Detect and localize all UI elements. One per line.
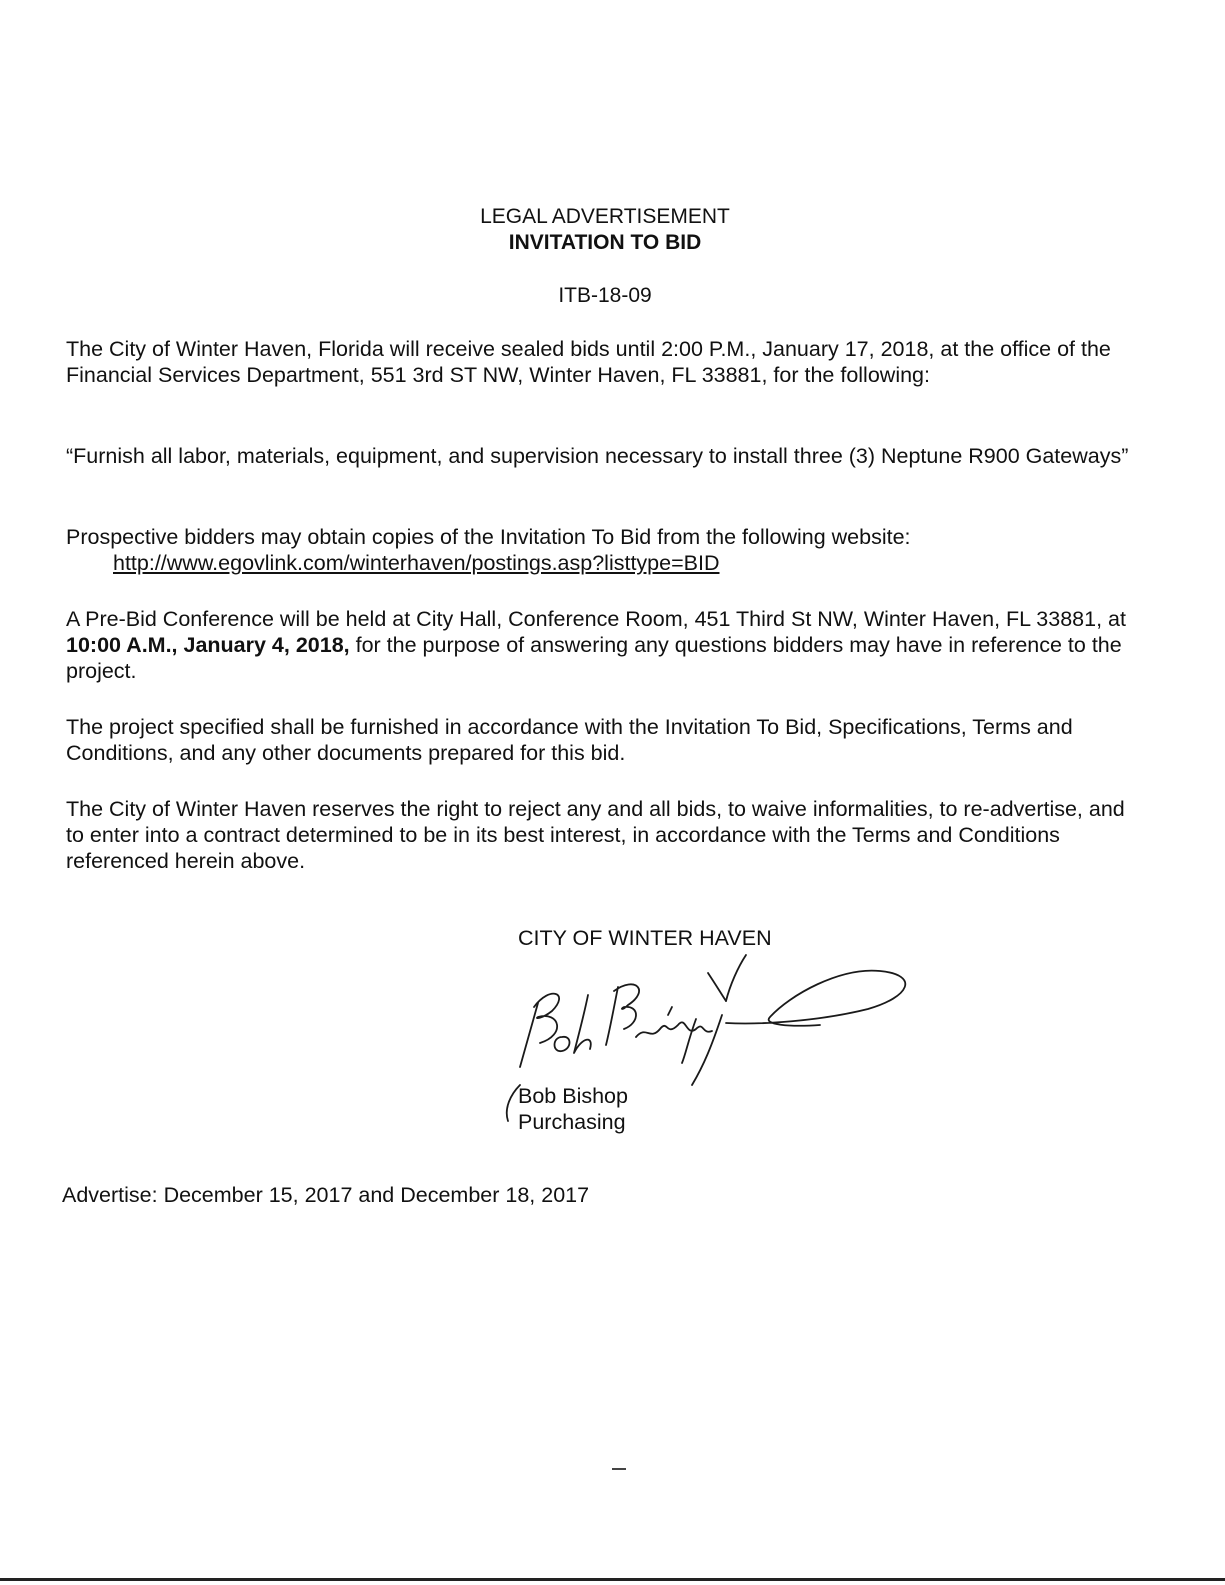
obtain-copies-text: Prospective bidders may obtain copies of the Invitation To Bid from the following website: xyxy=(66,525,911,549)
advertise-dates: Advertise: December 15, 2017 and December 18, 2017 xyxy=(62,1183,590,1207)
signer-title: Purchasing xyxy=(518,1110,626,1134)
postings-link[interactable]: http://www.egovlink.com/winterhaven/postings.asp?listtype=BID xyxy=(113,551,720,575)
organization-name: CITY OF WINTER HAVEN xyxy=(518,926,772,950)
page-bottom-edge xyxy=(0,1578,1225,1581)
pre-bid-datetime: 10:00 A.M., January 4, 2018, xyxy=(66,633,350,657)
scope-paragraph: “Furnish all labor, materials, equipment, and supervision necessary to install three (3) Neptune R900 Gateways” xyxy=(66,444,1129,468)
bid-deadline-paragraph: The City of Winter Haven, Florida will receive sealed bids until 2:00 P.M., January 17, 2018, at the office of the Financial Services Department, 551 3rd ST NW, Winter Haven, FL 33881, for the following: xyxy=(66,337,1111,387)
specification-paragraph: The project specified shall be furnished in accordance with the Invitation To Bid, Specifications, Terms and Conditions, and any other documents prepared for this bid. xyxy=(66,715,1073,765)
pre-bid-text-end: for the purpose of answering any questions bidders may have in reference to the project. xyxy=(66,633,1122,683)
obtain-copies-paragraph xyxy=(66,524,1146,576)
signer-name: Bob Bishop xyxy=(518,1084,628,1108)
document-title: INVITATION TO BID xyxy=(508,231,702,254)
scan-speck xyxy=(612,1468,626,1470)
pre-bid-paragraph xyxy=(66,606,1146,684)
bid-number: ITB-18-09 xyxy=(558,284,652,307)
document-heading: LEGAL ADVERTISEMENT xyxy=(480,205,730,228)
pre-bid-text-start: A Pre-Bid Conference will be held at City Hall, Conference Room, 451 Third St NW, Winter Haven, FL 33881, at xyxy=(66,607,1126,631)
reservation-paragraph: The City of Winter Haven reserves the right to reject any and all bids, to waive informalities, to re-advertise, and to enter into a contract determined to be in its best interest, in accordance with the Terms and Conditions referenced herein above. xyxy=(66,797,1125,873)
